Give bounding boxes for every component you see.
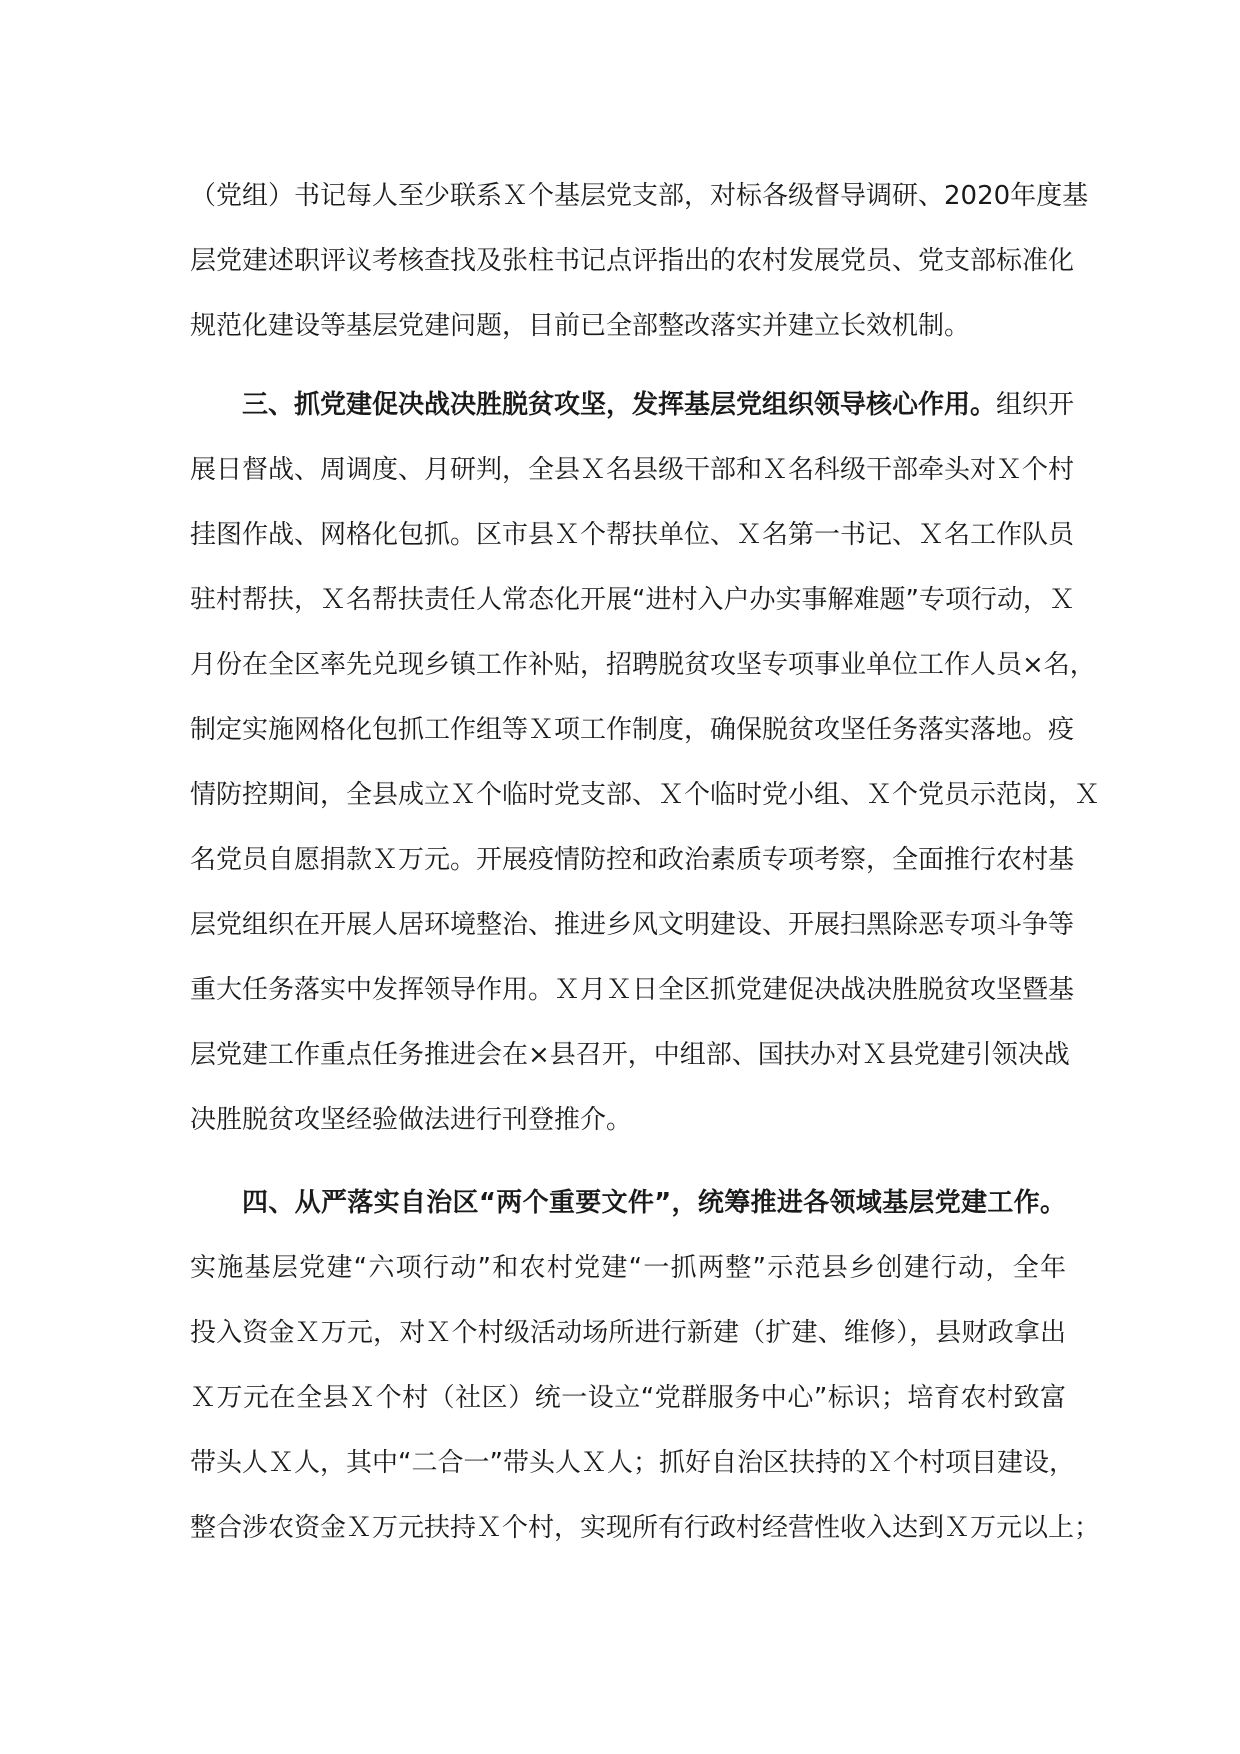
paragraph-line: 实施基层党建“六项行动”和农村党建“一抓两整”示范县乡创建行动，全年 xyxy=(190,1253,1066,1283)
paragraph-grassroots-party-building xyxy=(190,1171,1101,1561)
paragraph-line: 驻村帮扶，Ｘ名帮扶责任人常态化开展“进村入户办实事解难题”专项行动，Ｘ xyxy=(190,585,1075,615)
paragraph-poverty-alleviation xyxy=(190,373,1101,1153)
paragraph-party-secretary-contact xyxy=(190,164,1089,359)
paragraph-line: 名党员自愿捐款Ｘ万元。开展疫情防控和政治素质专项考察，全面推行农村基 xyxy=(190,845,1075,875)
paragraph-line: Ｘ万元在全县Ｘ个村（社区）统一设立“党群服务中心”标识；培育农村致富 xyxy=(190,1383,1066,1413)
heading-continuation: 组织开 xyxy=(996,390,1075,420)
paragraph-line: 规范化建设等基层党建问题，目前已全部整改落实并建立长效机制。 xyxy=(190,311,971,341)
paragraph-line: 展日督战、周调度、月研判，全县Ｘ名县级干部和Ｘ名科级干部牵头对Ｘ个村 xyxy=(190,455,1075,485)
paragraph-first-line xyxy=(190,373,1075,438)
paragraph-line: 层党建述职评议考核查找及张柱书记点评指出的农村发展党员、党支部标准化 xyxy=(190,246,1075,276)
paragraph-line: 投入资金Ｘ万元，对Ｘ个村级活动场所进行新建（扩建、维修），县财政拿出 xyxy=(190,1318,1066,1348)
paragraph-line: 层党组织在开展人居环境整治、推进乡风文明建设、开展扫黑除恶专项斗争等 xyxy=(190,910,1075,940)
paragraph-line: 制定实施网格化包抓工作组等Ｘ项工作制度，确保脱贫攻坚任务落实落地。疫 xyxy=(190,715,1075,745)
section-heading-three: 三、抓党建促决战决胜脱贫攻坚，发挥基层党组织领导核心作用。 xyxy=(242,390,997,420)
paragraph-line: 挂图作战、网格化包抓。区市县Ｘ个帮扶单位、Ｘ名第一书记、Ｘ名工作队员 xyxy=(190,520,1075,550)
paragraph-line: 情防控期间，全县成立Ｘ个临时党支部、Ｘ个临时党小组、Ｘ个党员示范岗，Ｘ xyxy=(190,780,1101,810)
section-heading-four: 四、从严落实自治区“两个重要文件”，统筹推进各领域基层党建工作。 xyxy=(242,1188,1066,1218)
paragraph-line: 整合涉农资金Ｘ万元扶持Ｘ个村，实现所有行政村经营性收入达到Ｘ万元以上； xyxy=(190,1513,1101,1543)
paragraph-line: 月份在全区率先兑现乡镇工作补贴，招聘脱贫攻坚专项事业单位工作人员×名， xyxy=(190,650,1096,680)
paragraph-line: 带头人Ｘ人，其中“二合一”带头人Ｘ人；抓好自治区扶持的Ｘ个村项目建设， xyxy=(190,1448,1075,1478)
paragraph-line: 层党建工作重点任务推进会在×县召开，中组部、国扶办对Ｘ县党建引领决战 xyxy=(190,1040,1070,1070)
paragraph-line: 重大任务落实中发挥领导作用。Ｘ月Ｘ日全区抓党建促决战决胜脱贫攻坚暨基 xyxy=(190,975,1075,1005)
paragraph-line: （党组）书记每人至少联系Ｘ个基层党支部，对标各级督导调研、2020年度基 xyxy=(190,181,1089,211)
paragraph-line: 决胜脱贫攻坚经验做法进行刊登推介。 xyxy=(190,1105,633,1135)
